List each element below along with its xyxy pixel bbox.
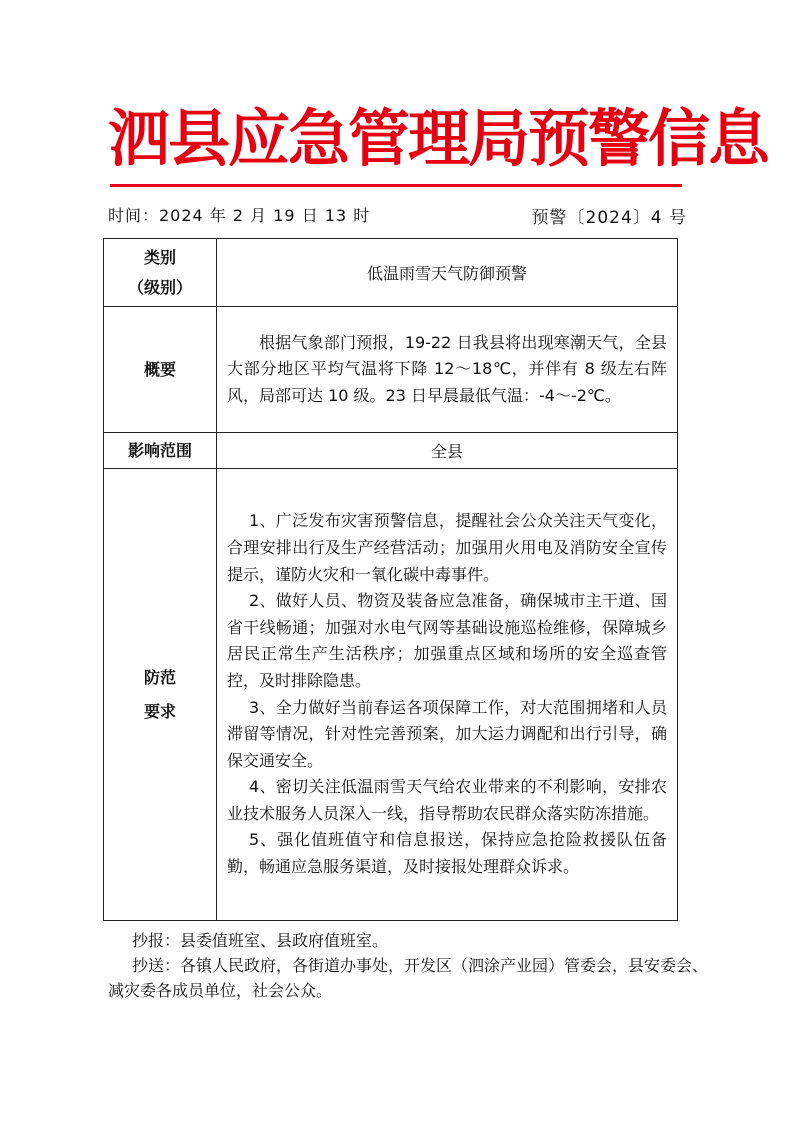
row-scope — [104, 433, 678, 469]
requirements-label-line-2: 要求 — [143, 701, 176, 721]
document-number: 预警〔2024〕4 号 — [531, 208, 687, 228]
row-summary — [104, 307, 678, 433]
distribution-footer — [108, 928, 708, 1003]
category-label — [104, 239, 217, 307]
category-value: 低温雨雪天气防御预警 — [217, 239, 678, 307]
summary-text: 根据气象部门预报，19-22 日我县将出现寒潮天气，全县大部分地区平均气温将下降 12～18℃，并伴有 8 级左右阵风，局部可达 10 级。23 日早晨最低气温：-4～-2℃。 — [227, 332, 667, 405]
requirement-item-1: 1、广泛发布灾害预警信息，提醒社会公众关注天气变化，合理安排出行及生产经营活动；加强用火用电及消防安全宣传提示，谨防火灾和一氧化碳中毒事件。 — [227, 511, 667, 584]
requirement-item-5: 5、强化值班值守和信息报送，保持应急抢险救援队伍备勤，畅通应急服务渠道，及时接报处理群众诉求。 — [227, 830, 667, 877]
requirement-item-4: 4、密切关注低温雨雪天气给农业带来的不利影响，安排农业技术服务人员深入一线，指导帮助农民群众落实防冻措施。 — [227, 777, 667, 823]
requirements-label — [104, 469, 217, 921]
requirement-item-2: 2、做好人员、物资及装备应急准备，确保城市主干道、国省干线畅通；加强对水电气网等基础设施巡检维修，保障城乡居民正常生产生活秩序；加强重点区域和场所的安全巡查管控，及时排除隐患。 — [227, 591, 667, 690]
row-category — [104, 239, 678, 307]
summary-label: 概要 — [104, 307, 217, 433]
summary-cell — [217, 307, 678, 433]
red-divider-line — [110, 184, 682, 187]
send-to: 抄送：各镇人民政府，各街道办事处，开发区（泗涂产业园）管委会，县安委会、减灾委各成员单位，社会公众。 — [108, 956, 709, 1000]
requirements-label-line-1: 防范 — [143, 667, 176, 687]
scope-value: 全县 — [217, 433, 678, 469]
scope-label: 影响范围 — [104, 433, 217, 469]
report-to: 抄报：县委值班室、县政府值班室。 — [132, 931, 389, 950]
requirement-item-3: 3、全力做好当前春运各项保障工作，对大范围拥堵和人员滞留等情况，针对性完善预案，加大运力调配和出行引导，确保交通安全。 — [227, 697, 667, 770]
category-label-line-2: （级别） — [127, 277, 192, 297]
issue-time: 时间：2024 年 2 月 19 日 13 时 — [108, 206, 371, 225]
category-label-line-1: 类别 — [143, 247, 176, 267]
warning-info-table — [103, 238, 678, 921]
row-requirements — [104, 469, 678, 921]
masthead-title: 泗县应急管理局预警信息 — [108, 102, 769, 175]
requirements-cell — [217, 469, 678, 921]
